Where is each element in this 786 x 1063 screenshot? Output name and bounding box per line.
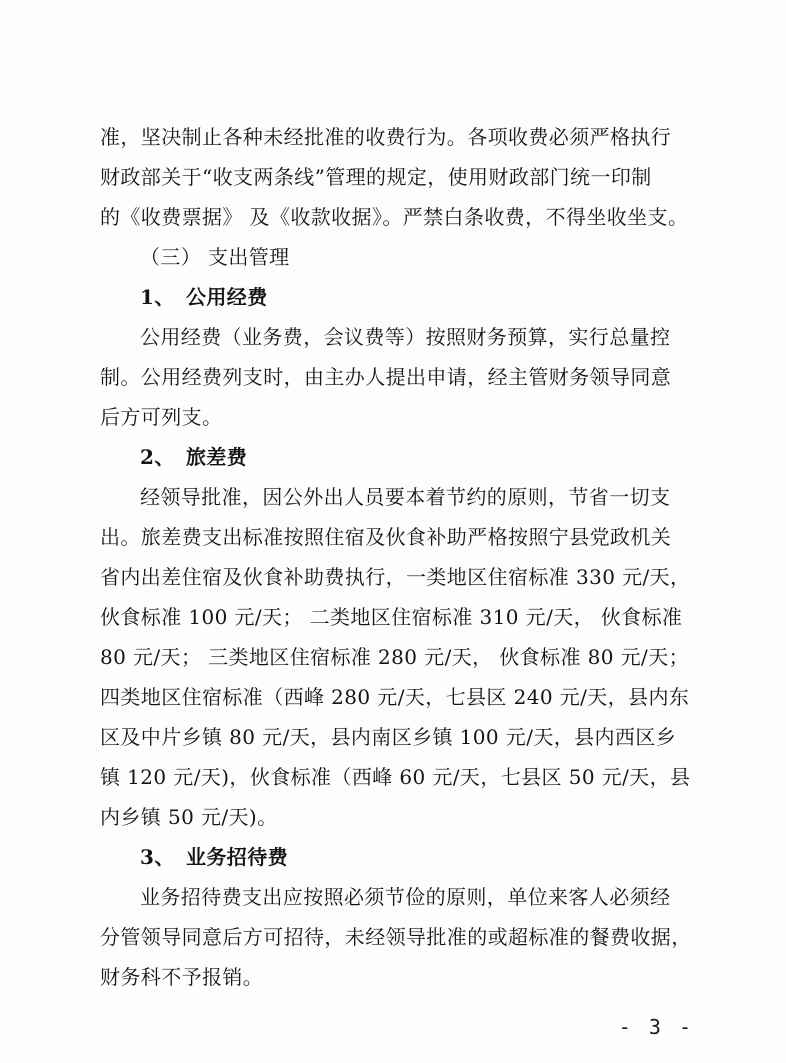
paragraph-line: 准，坚决制止各种未经批准的收费行为。各项收费必须严格执行 (100, 125, 672, 149)
paragraph-line: 公用经费（业务费，会议费等）按照财务预算，实行总量控 (140, 325, 671, 349)
item-title: 旅差费 (186, 445, 248, 469)
paragraph-line: 省内出差住宿及伙食补助费执行，一类地区住宿标准 330 元/天， (100, 565, 691, 589)
paragraph-line: 后方可列支。 (100, 405, 223, 429)
item-number: 3、 (140, 845, 175, 869)
paragraph-line: 伙食标准 100 元/天； 二类地区住宿标准 310 元/天， 伙食标准 (100, 605, 683, 629)
item-number: 1、 (140, 285, 175, 309)
section-heading: （三） 支出管理 (140, 245, 290, 269)
paragraph-line: 经领导批准，因公外出人员要本着节约的原则，节省一切支 (140, 485, 671, 509)
paragraph-line: 分管领导同意后方可招待，未经领导批准的或超标准的餐费收据， (100, 925, 692, 949)
item-heading-1 (100, 277, 700, 317)
paragraph-line: 财政部关于“收支两条线”管理的规定，使用财政部门统一印制 (100, 165, 652, 189)
item-title: 业务招待费 (186, 845, 288, 869)
item-heading-3 (100, 837, 700, 877)
document-body (100, 117, 700, 997)
paragraph-line: 80 元/天； 三类地区住宿标准 280 元/天， 伙食标准 80 元/天； (100, 645, 689, 669)
paragraph-line: 镇 120 元/天)，伙食标准（西峰 60 元/天，七县区 50 元/天，县 (100, 765, 691, 789)
item-heading-2 (100, 437, 700, 477)
paragraph-line: 区及中片乡镇 80 元/天，县内南区乡镇 100 元/天，县内西区乡 (100, 725, 677, 749)
paragraph-line: 业务招待费支出应按照必须节俭的原则，单位来客人必须经 (140, 885, 671, 909)
page-number: - 3 - (618, 1015, 694, 1039)
paragraph-line: 的《收费票据》 及《收款收据》。严禁白条收费，不得坐收坐支。 (100, 205, 689, 229)
item-number: 2、 (140, 445, 175, 469)
paragraph-line: 四类地区住宿标准（西峰 280 元/天，七县区 240 元/天，县内东 (100, 685, 690, 709)
paragraph-line: 制。公用经费列支时，由主办人提出申请，经主管财务领导同意 (100, 365, 672, 389)
paragraph-line: 出。旅差费支出标准按照住宿及伙食补助严格按照宁县党政机关 (100, 525, 672, 549)
paragraph-line: 内乡镇 50 元/天)。 (100, 805, 278, 829)
paragraph-line: 财务科不予报销。 (100, 965, 264, 989)
item-title: 公用经费 (186, 285, 268, 309)
